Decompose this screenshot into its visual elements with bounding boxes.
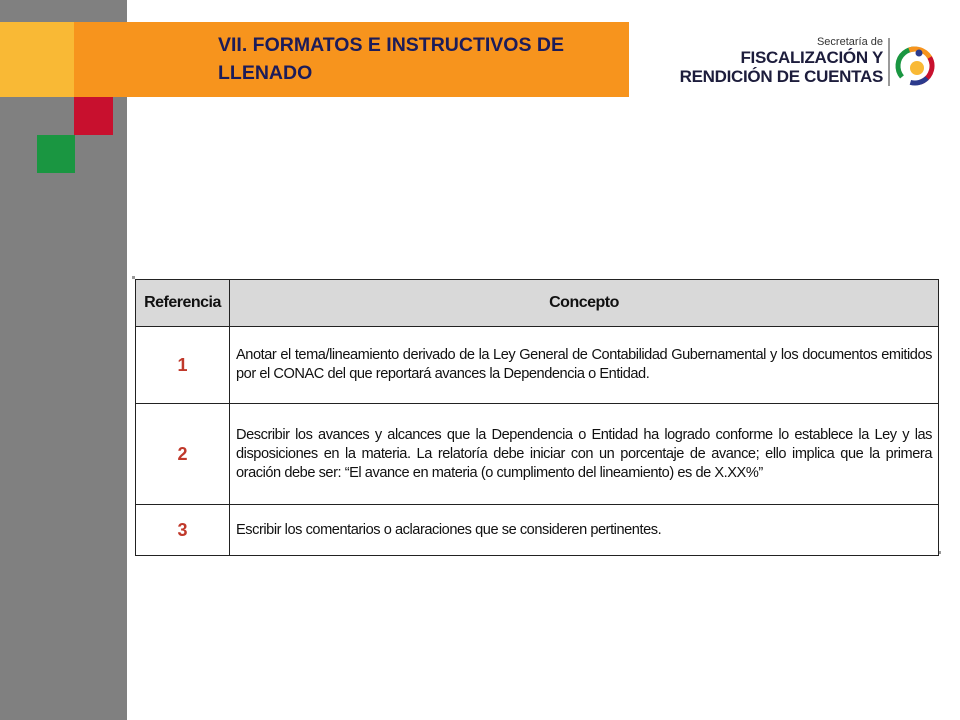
accent-square-yellow (0, 22, 74, 97)
logo-line-fiscalizacion: FISCALIZACIÓN Y (740, 48, 883, 67)
reference-table (135, 279, 939, 556)
table-header-row (136, 280, 939, 327)
concept-text: Anotar el tema/lineamiento derivado de la Ley General de Contabilidad Gubernamental y los documentos emitidos por el CONAC del que reportará avances la Dependencia o Entidad. (230, 327, 939, 404)
logo-emblem-icon (891, 36, 935, 88)
column-header-referencia: Referencia (136, 280, 230, 327)
page-title: VII. FORMATOS E INSTRUCTIVOS DE LLENADO (218, 34, 564, 84)
title-band (74, 22, 629, 97)
logo-divider (888, 38, 890, 86)
logo-line-rendicion: RENDICIÓN DE CUENTAS (679, 67, 883, 86)
concept-text: Describir los avances y alcances que la Dependencia o Entidad ha logrado conforme lo establece la Ley y las disposiciones en la materia. La relatoría debe iniciar con un porcentaje de avance; ello implica que la primera oración debe ser: “El avance en materia (o cumplimento del lineamiento) es de X.XX%” (230, 404, 939, 505)
table-row (136, 327, 939, 404)
accent-square-red (74, 97, 113, 135)
reference-number: 1 (136, 327, 230, 404)
concept-text: Escribir los comentarios o aclaraciones que se consideren pertinentes. (230, 505, 939, 556)
table-row (136, 404, 939, 505)
reference-number: 3 (136, 505, 230, 556)
table-row (136, 505, 939, 556)
logo-line-secretaria: Secretaría de (816, 36, 883, 48)
reference-table-container (132, 276, 941, 554)
reference-number: 2 (136, 404, 230, 505)
logo (645, 36, 935, 92)
column-header-concepto: Concepto (230, 280, 939, 327)
accent-square-green (37, 135, 75, 173)
